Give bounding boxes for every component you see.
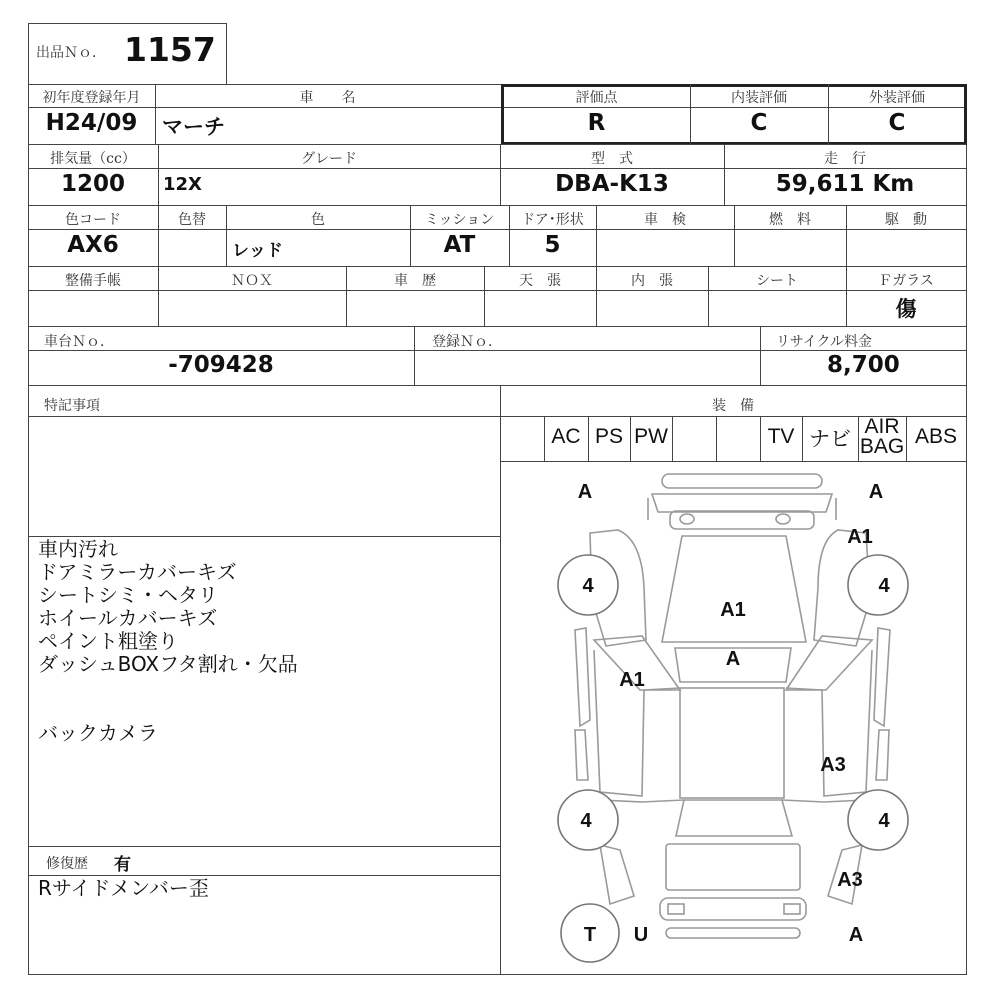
- inspection-label: 車 検: [644, 212, 686, 228]
- tire-rr-label: 4: [878, 810, 890, 832]
- fuel-label: 燃 料: [769, 212, 811, 228]
- first-reg-label: 初年度登録年月: [42, 90, 141, 106]
- tire-rl-label: 4: [580, 810, 592, 832]
- diagram-right-side: A3: [820, 754, 846, 776]
- service-label: 整備手帳: [65, 273, 121, 289]
- exterior-label: 外装評価: [869, 90, 925, 106]
- repair-note: Rサイドメンバー歪: [38, 876, 209, 900]
- remark-1: 車内汚れ: [38, 537, 118, 561]
- car-name-label: 車 名: [299, 90, 356, 106]
- displacement-value: 1200: [60, 171, 125, 197]
- door-value: 5: [544, 232, 561, 258]
- equip-airbag-1: AIR: [864, 415, 900, 438]
- score-label: 評価点: [575, 90, 618, 106]
- mission-value: AT: [443, 232, 476, 258]
- tire-fl-label: 4: [582, 575, 594, 597]
- diagram-tl: A: [577, 481, 593, 503]
- equip-airbag-2: BAG: [859, 435, 905, 458]
- remark-2: ドアミラーカバーキズ: [38, 560, 237, 584]
- equip-navi: ナビ: [809, 428, 851, 451]
- equip-ac: AC: [551, 425, 581, 448]
- registration-label: 登録Ｎｏ．: [432, 334, 502, 350]
- mileage-value: 59,611 Km: [775, 171, 915, 197]
- recycle-value: 8,700: [827, 352, 900, 378]
- color-code-label: 色コード: [65, 212, 121, 228]
- history-label: 車 歴: [394, 273, 436, 289]
- repair-label: 修復歴: [46, 856, 88, 872]
- remarks-label: 特記事項: [44, 398, 100, 414]
- remark-3: シートシミ・ヘタリ: [38, 583, 218, 607]
- tire-fr-label: 4: [878, 575, 890, 597]
- diagram-rear-right-corner: A: [848, 924, 864, 946]
- color-change-label: 色替: [178, 212, 206, 228]
- diagram-rear-left-badge: U: [633, 924, 649, 946]
- diagram-tr: A: [868, 481, 884, 503]
- equip-ps: PS: [594, 425, 623, 448]
- nox-label: ＮＯＸ: [231, 273, 273, 289]
- car-name-value: マーチ: [162, 115, 225, 139]
- remark-7: バックカメラ: [38, 721, 158, 745]
- diagram-roof: A: [725, 648, 741, 670]
- diagram-rear-right: A3: [837, 869, 863, 891]
- grade-label: グレード: [301, 151, 357, 167]
- diagram-left-side: A1: [619, 669, 645, 691]
- remark-4: ホイールカバーキズ: [38, 606, 218, 630]
- mission-label: ミッション: [424, 212, 495, 228]
- fglass-label: Ｆガラス: [878, 273, 934, 289]
- color-value: レッド: [232, 241, 283, 261]
- mileage-label: 走 行: [824, 151, 866, 167]
- first-reg-value: H24/09: [45, 110, 138, 136]
- displacement-label: 排気量（cc）: [50, 151, 136, 167]
- lot-label: 出品Ｎｏ．: [36, 45, 106, 61]
- interior-value: C: [750, 110, 768, 136]
- remark-5: ペイント粗塗り: [38, 629, 178, 653]
- equipment-label: 装 備: [712, 398, 754, 414]
- chassis-value: -709428: [168, 352, 274, 378]
- inner-label: 内 張: [631, 273, 673, 289]
- chassis-label: 車台Ｎｏ．: [44, 334, 114, 350]
- repair-value: 有: [114, 855, 131, 875]
- lot-number: 1157: [124, 30, 216, 69]
- color-code-value: AX6: [67, 232, 119, 258]
- door-label: ドア･形状: [521, 212, 584, 228]
- diagram-a1-front: A1: [847, 526, 873, 548]
- fglass-value: 傷: [895, 297, 917, 321]
- drive-label: 駆 動: [885, 212, 927, 228]
- recycle-label: リサイクル料金: [776, 334, 873, 350]
- diagram-hood: A1: [720, 599, 746, 621]
- spare-tire-label: T: [583, 924, 597, 946]
- equip-pw: PW: [634, 425, 668, 448]
- remark-6: ダッシュBOXフタ割れ・欠品: [38, 652, 298, 676]
- color-label: 色: [311, 212, 325, 228]
- model-label: 型 式: [591, 151, 633, 167]
- seat-label: シート: [756, 273, 798, 289]
- equip-abs: ABS: [914, 425, 958, 448]
- equip-tv: TV: [767, 425, 795, 448]
- grade-value: 12X: [163, 174, 202, 195]
- score-value: R: [587, 110, 606, 136]
- interior-label: 内装評価: [731, 90, 787, 106]
- roof-label: 天 張: [519, 273, 561, 289]
- exterior-value: C: [888, 110, 906, 136]
- model-value: DBA-K13: [555, 171, 669, 197]
